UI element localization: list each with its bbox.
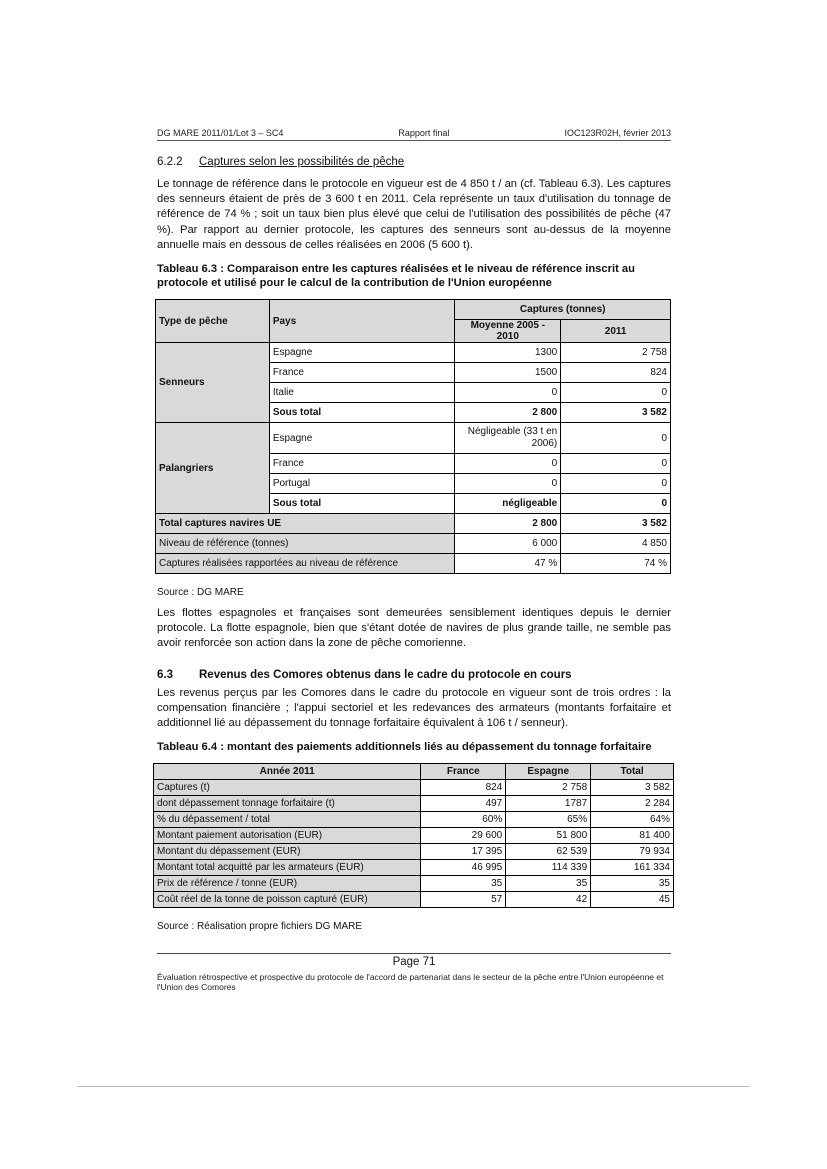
cell-2011: 0 (561, 383, 671, 403)
cell-moy: 2 800 (455, 403, 561, 423)
section-63-heading (157, 669, 572, 681)
cell-total: 3 582 (591, 780, 674, 796)
col-header-captures: Captures (tonnes) (455, 300, 671, 320)
cell-espagne: 2 758 (506, 780, 591, 796)
col-header: Total (591, 764, 674, 780)
cell-france: 29 600 (421, 828, 506, 844)
table-row (156, 423, 671, 454)
cell-total: 161 334 (591, 860, 674, 876)
cell-moy: 2 800 (455, 514, 561, 534)
cell-espagne: 51 800 (506, 828, 591, 844)
table-64-header (154, 764, 674, 780)
paragraph-flottes: Les flottes espagnoles et françaises sont demeurées sensiblement identiques depuis le dernier protocole. La flotte espagnole, bien que s'étant dotée de navires de plus grande taille, ne semble pas avoir renforcée son action dans la zone de pêche comorienne. (157, 607, 671, 650)
cell-2011: 0 (561, 454, 671, 474)
cell-total: 79 934 (591, 844, 674, 860)
table-row (154, 876, 674, 892)
table-64-source: Source : Réalisation propre fichiers DG MARE (157, 921, 363, 932)
header-left: DG MARE 2011/01/Lot 3 – SC4 (157, 128, 284, 138)
cell-2011: 74 % (561, 554, 671, 574)
table-row-total (156, 514, 671, 534)
cell-pays: Sous total (269, 403, 455, 423)
col-header: Espagne (506, 764, 591, 780)
table-row (154, 892, 674, 908)
footer-divider (157, 953, 671, 954)
cell-france: 57 (421, 892, 506, 908)
cell-2011: 3 582 (561, 514, 671, 534)
col-header-type: Type de pêche (156, 300, 270, 343)
col-header-moyenne: Moyenne 2005 - 2010 (455, 320, 561, 343)
footer-note: Évaluation rétrospective et prospective du protocole de l'accord de partenariat dans le secteur de la pêche entre l'Union européenne et l'Union des Comores (157, 972, 664, 992)
table-63-caption: Tableau 6.3 : Comparaison entre les captures réalisées et le niveau de référence inscrit au protocole et utilisé pour le calcul de la contribution de l'Union européenne (157, 263, 635, 289)
section-63-paragraph: Les revenus perçus par les Comores dans le cadre du protocole en vigueur sont de trois ordres : la compensation financière ; l'appui sectoriel et les redevances des armateurs (montants forfaitaire et additionnel lié au dépassement du tonnage forfaitaire équivalent à 106 t / senneur). (157, 687, 671, 730)
cell-espagne: 114 339 (506, 860, 591, 876)
cell-label: Captures réalisées rapportées au niveau de référence (156, 554, 455, 574)
col-header: France (421, 764, 506, 780)
section-622-paragraph: Le tonnage de référence dans le protocole en vigueur est de 4 850 t / an (cf. Tableau 6.3). Les captures des senneurs étaient de près de 3 600 t en 2011. Cela représente un taux d'utilisation du tonnage de référence de 74 % ; soit un taux bien plus élevé que celui de l'utilisation des possibilités de pêche (47 %). Par rapport au dernier protocole, les captures des senneurs sont au-dessus de la moyenne annuelle mais en dessous de celles réalisées en 2006 (5 600 t). (157, 178, 671, 251)
cell-total: 2 284 (591, 796, 674, 812)
cell-pays: France (269, 454, 455, 474)
section-number: 6.2.2 (157, 156, 183, 168)
cell-moy: 0 (455, 474, 561, 494)
table-row (154, 796, 674, 812)
cell-france: 824 (421, 780, 506, 796)
cell-moy: 6 000 (455, 534, 561, 554)
cell-2011: 0 (561, 474, 671, 494)
col-header: Année 2011 (154, 764, 421, 780)
table-row (154, 828, 674, 844)
running-header (157, 128, 671, 141)
row-label: Montant paiement autorisation (EUR) (154, 828, 421, 844)
table-row (156, 554, 671, 574)
cell-total: 81 400 (591, 828, 674, 844)
cell-2011: 2 758 (561, 343, 671, 363)
cell-espagne: 1787 (506, 796, 591, 812)
table-row (156, 534, 671, 554)
cell-2011: 0 (561, 494, 671, 514)
cell-2011: 0 (561, 423, 671, 454)
cell-2011: 824 (561, 363, 671, 383)
cell-label: Niveau de référence (tonnes) (156, 534, 455, 554)
cell-espagne: 42 (506, 892, 591, 908)
cell-moy: Négligeable (33 t en 2006) (455, 423, 561, 454)
row-label: Montant du dépassement (EUR) (154, 844, 421, 860)
table-row (154, 780, 674, 796)
table-63 (155, 299, 671, 574)
section-title: Captures selon les possibilités de pêche (199, 156, 405, 168)
cell-espagne: 65% (506, 812, 591, 828)
row-label: dont dépassement tonnage forfaitaire (t) (154, 796, 421, 812)
cell-france: 17 395 (421, 844, 506, 860)
table-row (154, 812, 674, 828)
cell-france: 60% (421, 812, 506, 828)
cell-france: 497 (421, 796, 506, 812)
cell-espagne: 62 539 (506, 844, 591, 860)
cell-moy: 0 (455, 383, 561, 403)
row-label: Montant total acquitté par les armateurs (EUR) (154, 860, 421, 876)
row-label: Coût réel de la tonne de poisson capturé (EUR) (154, 892, 421, 908)
header-right: IOC123R02H, février 2013 (564, 128, 671, 138)
page-number: Page 71 (392, 956, 436, 968)
cell-france: 35 (421, 876, 506, 892)
cell-total: 64% (591, 812, 674, 828)
section-title: Revenus des Comores obtenus dans le cadre du protocole en cours (199, 669, 572, 681)
page-bottom-divider (77, 1086, 750, 1087)
cell-pays: Italie (269, 383, 455, 403)
col-header-pays: Pays (269, 300, 455, 343)
cell-total: 35 (591, 876, 674, 892)
cell-moy: 47 % (455, 554, 561, 574)
table-row (156, 343, 671, 363)
cell-espagne: 35 (506, 876, 591, 892)
cell-moy: négligeable (455, 494, 561, 514)
cell-pays: Sous total (269, 494, 455, 514)
cell-total: 45 (591, 892, 674, 908)
table-row (154, 844, 674, 860)
section-number: 6.3 (157, 669, 173, 681)
group-label-palangriers: Palangriers (156, 423, 270, 514)
table-64-caption: Tableau 6.4 : montant des paiements additionnels liés au dépassement du tonnage forfaitaire (157, 741, 652, 753)
cell-pays: France (269, 363, 455, 383)
cell-moy: 1500 (455, 363, 561, 383)
cell-pays: Portugal (269, 474, 455, 494)
row-label: Captures (t) (154, 780, 421, 796)
cell-pays: Espagne (269, 343, 455, 363)
header-center: Rapport final (398, 128, 450, 138)
table-row (154, 860, 674, 876)
table-64 (153, 763, 674, 908)
row-label: % du dépassement / total (154, 812, 421, 828)
cell-moy: 0 (455, 454, 561, 474)
cell-label: Total captures navires UE (156, 514, 455, 534)
cell-2011: 4 850 (561, 534, 671, 554)
cell-pays: Espagne (269, 423, 455, 454)
col-header-2011: 2011 (561, 320, 671, 343)
cell-2011: 3 582 (561, 403, 671, 423)
row-label: Prix de référence / tonne (EUR) (154, 876, 421, 892)
table-63-source: Source : DG MARE (157, 587, 244, 598)
group-label-senneurs: Senneurs (156, 343, 270, 423)
cell-moy: 1300 (455, 343, 561, 363)
cell-france: 46 995 (421, 860, 506, 876)
section-622-heading (157, 156, 404, 168)
